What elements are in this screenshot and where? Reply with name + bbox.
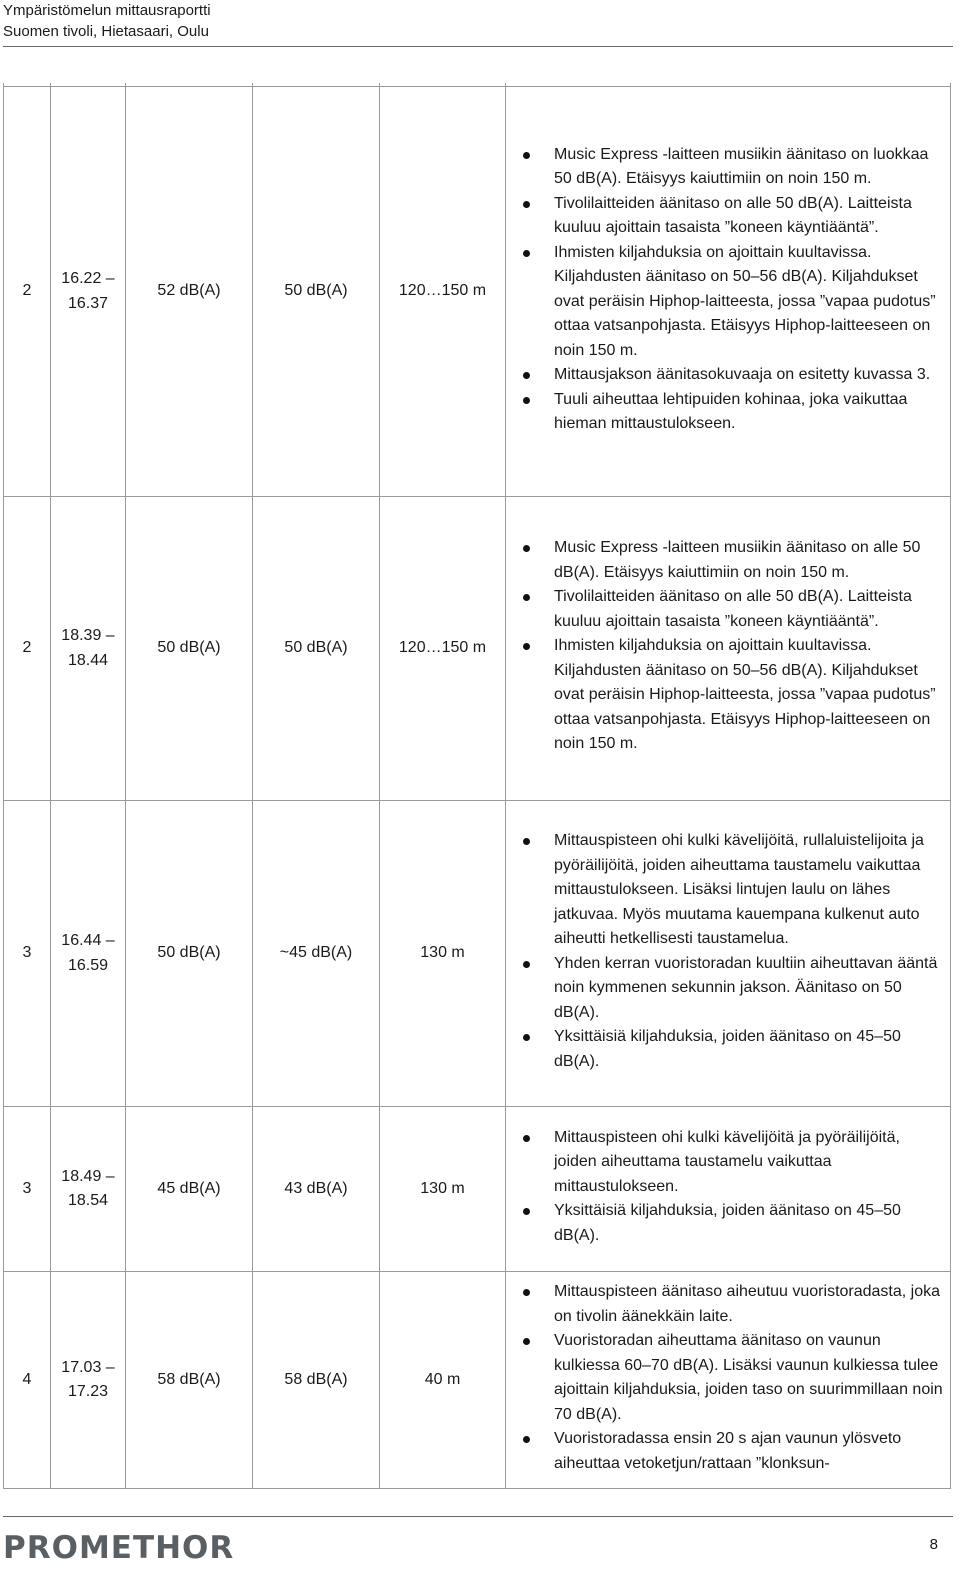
time-start: 18.39 – (61, 627, 115, 644)
table-row (4, 1272, 951, 1489)
note-item: Music Express -laitteen musiikin äänitaso on luokkaa 50 dB(A). Etäisyys kaiuttimiin on noin 150 m. (506, 143, 944, 192)
measurement-point-cell: 4 (4, 1272, 51, 1489)
level-source-cell: 43 dB(A) (253, 1107, 380, 1272)
note-item: Yksittäisiä kiljahduksia, joiden äänitaso on 45–50 dB(A). (506, 1199, 944, 1248)
note-item: Tuuli aiheuttaa lehtipuiden kohinaa, joka vaikuttaa hieman mittaustulokseen. (506, 388, 944, 437)
time-end: 18.54 (67, 1192, 109, 1209)
measurement-table (3, 83, 951, 1489)
level-source-cell: 50 dB(A) (253, 87, 380, 497)
time-cell (51, 801, 126, 1107)
level-laeq-cell: 58 dB(A) (126, 1272, 253, 1489)
level-laeq-cell: 50 dB(A) (126, 497, 253, 801)
notes-cell (506, 801, 951, 1107)
footer-divider (3, 1516, 953, 1517)
note-item: Ihmisten kiljahduksia on ajoittain kuultavissa. Kiljahdusten äänitaso on 50–56 dB(A). Kiljahdukset ovat peräisin Hiphop-laitteesta, jossa ”vapaa pudotus” ottaa vatsanpohjasta. Etäisyys Hiphop-laitteeseen on noin 150 m. (506, 634, 944, 757)
distance-cell: 120…150 m (380, 497, 506, 801)
page-header (3, 0, 953, 47)
note-item: Mittauspisteen ohi kulki kävelijöitä, rullaluistelijoita ja pyöräilijöitä, joiden aiheuttama taustamelu vaikuttaa mittaustulokseen. Lisäksi lintujen laulu on lähes jatkuvaa. Myös muutama kauempana kulkenut auto aiheutti hetkellisesti taustamelua. (506, 829, 944, 952)
measurement-point-cell: 2 (4, 87, 51, 497)
time-end: 16.37 (67, 294, 109, 312)
level-source-cell: 58 dB(A) (253, 1272, 380, 1489)
level-source-cell: 50 dB(A) (253, 497, 380, 801)
notes-cell (506, 1272, 951, 1489)
notes-list (506, 536, 944, 757)
level-laeq-cell: 50 dB(A) (126, 801, 253, 1107)
note-item: Ihmisten kiljahduksia on ajoittain kuultavissa. Kiljahdusten äänitaso on 50–56 dB(A). Kiljahdukset ovat peräisin Hiphop-laitteesta, jossa ”vapaa pudotus” ottaa vatsanpohjasta. Etäisyys Hiphop-laitteeseen on noin 150 m. (506, 241, 944, 364)
table-row (4, 1107, 951, 1272)
notes-cell (506, 497, 951, 801)
measurement-table-body (4, 83, 951, 1489)
notes-list (506, 1280, 944, 1476)
notes-list (506, 829, 944, 1074)
time-end: 17.23 (67, 1383, 109, 1400)
report-subtitle: Suomen tivoli, Hietasaari, Oulu (3, 23, 209, 40)
notes-list (506, 1126, 944, 1249)
note-item: Yhden kerran vuoristoradan kuultiin aiheuttavan ääntä noin kymmenen sekunnin jakson. Äänitaso on 50 dB(A). (506, 952, 944, 1026)
distance-cell: 40 m (380, 1272, 506, 1489)
time-end: 18.44 (67, 651, 109, 669)
table-row (4, 497, 951, 801)
time-end: 16.59 (67, 956, 109, 974)
time-start: 16.22 – (61, 270, 115, 287)
page-number: 8 (929, 1536, 938, 1553)
level-laeq-cell: 45 dB(A) (126, 1107, 253, 1272)
time-cell (51, 1107, 126, 1272)
notes-cell (506, 87, 951, 497)
table-row (4, 801, 951, 1107)
table-row (4, 87, 951, 497)
measurement-point-cell: 3 (4, 801, 51, 1107)
distance-cell: 130 m (380, 801, 506, 1107)
notes-list (506, 143, 944, 437)
note-item: Tivolilaitteiden äänitaso on alle 50 dB(A). Laitteista kuuluu ajoittain tasaista ”koneen käyntiääntä”. (506, 192, 944, 241)
time-cell (51, 497, 126, 801)
measurement-point-cell: 3 (4, 1107, 51, 1272)
level-laeq-cell: 52 dB(A) (126, 87, 253, 497)
report-title: Ympäristömelun mittausraportti (3, 2, 211, 19)
measurement-point-cell: 2 (4, 497, 51, 801)
note-item: Mittausjakson äänitasokuvaaja on esitetty kuvassa 3. (506, 363, 944, 388)
time-start: 16.44 – (61, 932, 115, 949)
time-start: 18.49 – (61, 1167, 115, 1185)
promethor-logo: PROMETHOR (3, 1530, 235, 1566)
note-item: Yksittäisiä kiljahduksia, joiden äänitaso on 45–50 dB(A). (506, 1025, 944, 1074)
distance-cell: 120…150 m (380, 87, 506, 497)
note-item: Vuoristoradassa ensin 20 s ajan vaunun ylösveto aiheuttaa vetoketjun/rattaan ”klonksun- (506, 1427, 944, 1476)
distance-cell: 130 m (380, 1107, 506, 1272)
note-item: Mittauspisteen äänitaso aiheutuu vuoristoradasta, joka on tivolin äänekkäin laite. (506, 1280, 944, 1329)
time-start: 17.03 – (61, 1358, 115, 1376)
level-source-cell: ~45 dB(A) (253, 801, 380, 1107)
notes-cell (506, 1107, 951, 1272)
note-item: Music Express -laitteen musiikin äänitaso on alle 50 dB(A). Etäisyys kaiuttimiin on noin 150 m. (506, 536, 944, 585)
time-cell (51, 1272, 126, 1489)
note-item: Vuoristoradan aiheuttama äänitaso on vaunun kulkiessa 60–70 dB(A). Lisäksi vaunun kulkiessa tulee ajoittain kiljahduksia, joiden taso on suurimmillaan noin 70 dB(A). (506, 1329, 944, 1427)
time-cell (51, 87, 126, 497)
note-item: Mittauspisteen ohi kulki kävelijöitä ja pyöräilijöitä, joiden aiheuttama taustamelu vaikuttaa mittaustulokseen. (506, 1126, 944, 1200)
note-item: Tivolilaitteiden äänitaso on alle 50 dB(A). Laitteista kuuluu ajoittain tasaista ”koneen käyntiääntä”. (506, 585, 944, 634)
